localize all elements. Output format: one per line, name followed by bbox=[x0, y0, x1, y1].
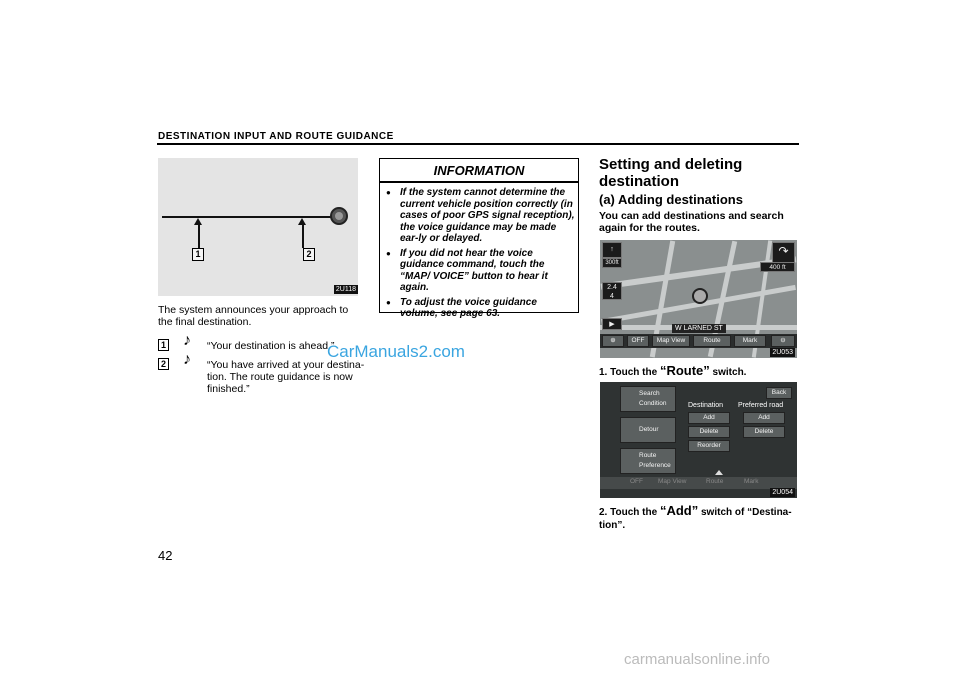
destination-marker-icon bbox=[330, 207, 348, 225]
information-box bbox=[379, 158, 579, 319]
voice-message-1: “Your destination is ahead.” bbox=[207, 340, 335, 352]
footer-watermark: carmanualsonline.info bbox=[624, 651, 770, 668]
detour-button[interactable]: Detour bbox=[620, 417, 676, 443]
dimmed-map-view: Map View bbox=[658, 478, 687, 485]
route-menu-screen bbox=[600, 382, 797, 498]
figure-label-1: 1 bbox=[192, 248, 204, 261]
item-number-2: 2 bbox=[158, 358, 169, 370]
screen2-code: 2U054 bbox=[772, 489, 793, 496]
voice-button[interactable]: ▶ bbox=[602, 318, 622, 330]
step2-suffix: switch of “Destina- bbox=[698, 507, 792, 518]
arrow-1 bbox=[198, 222, 200, 248]
zoom-out-icon[interactable]: ⊖ bbox=[771, 335, 795, 347]
approach-diagram bbox=[158, 158, 358, 296]
distance-readout bbox=[602, 282, 622, 300]
subheading: (a) Adding destinations bbox=[599, 192, 743, 207]
mark-button[interactable]: Mark bbox=[734, 335, 766, 347]
road-add-button[interactable]: Add bbox=[743, 412, 785, 424]
route-line bbox=[162, 216, 334, 218]
voice-message-2-line3: finished.” bbox=[207, 383, 250, 395]
dimmed-route: Route bbox=[706, 478, 724, 485]
watermark: CarManuals2.com bbox=[327, 342, 465, 361]
adding-intro: You can add destinations and search again for the routes. bbox=[599, 210, 784, 234]
figure-code: 2U118 bbox=[335, 286, 356, 293]
compass-icon[interactable]: ↑ bbox=[602, 242, 622, 258]
information-bullet: ● To adjust the voice guidance volume, see page 63. bbox=[386, 297, 576, 320]
item-number-1: 1 bbox=[158, 339, 169, 351]
step2-prefix: 2. Touch the bbox=[599, 507, 660, 518]
figure-label-2: 2 bbox=[303, 248, 315, 261]
preferred-road-header: Preferred road bbox=[738, 402, 784, 409]
voice-note-icon: ♪ bbox=[183, 351, 191, 368]
voice-message-2-line1: “You have arrived at your destina- bbox=[207, 359, 365, 371]
voice-note-icon: ♪ bbox=[183, 332, 191, 349]
step1-switch: “Route” bbox=[659, 363, 710, 378]
destination-delete-button[interactable]: Delete bbox=[688, 426, 730, 438]
route-preference-line1: Route bbox=[639, 452, 657, 459]
screen1-code: 2U053 bbox=[772, 349, 793, 356]
section-heading-line1: Setting and deleting bbox=[599, 156, 743, 173]
turn-arrow-icon: ↷ bbox=[772, 242, 795, 270]
turn-distance: 400 ft bbox=[760, 262, 795, 272]
step2-line2: tion”. bbox=[599, 520, 626, 531]
information-title: INFORMATION bbox=[433, 163, 525, 178]
step-2 bbox=[599, 504, 799, 532]
step1-prefix: 1. Touch the bbox=[599, 367, 660, 378]
intro-text: The system announces your approach to the final destination. bbox=[158, 304, 349, 328]
distance-top: 2.4 bbox=[607, 284, 617, 291]
step2-switch: “Add” bbox=[659, 503, 699, 518]
information-list bbox=[386, 187, 576, 323]
arrow-2 bbox=[302, 222, 304, 248]
map-view-button[interactable]: Map View bbox=[652, 335, 690, 347]
dimmed-off: OFF bbox=[630, 478, 643, 485]
information-divider bbox=[380, 181, 578, 183]
map-screen bbox=[600, 240, 797, 358]
step-1 bbox=[599, 363, 746, 378]
collapse-arrow-icon[interactable] bbox=[715, 470, 723, 475]
destination-add-button[interactable]: Add bbox=[688, 412, 730, 424]
dimmed-mark: Mark bbox=[744, 478, 759, 485]
search-condition-line1: Search bbox=[639, 390, 660, 397]
section-heading-line2: destination bbox=[599, 173, 680, 190]
step1-suffix: switch. bbox=[709, 367, 747, 378]
back-button[interactable]: Back bbox=[766, 387, 792, 399]
arrowhead-2-icon bbox=[298, 218, 306, 225]
road-delete-button[interactable]: Delete bbox=[743, 426, 785, 438]
information-bullet: ● If you did not hear the voice guidance command, touch the “MAP/ VOICE” button to hear it again. bbox=[386, 248, 576, 294]
page-number: 42 bbox=[158, 548, 173, 563]
voice-off-button[interactable]: OFF bbox=[627, 335, 649, 347]
destination-reorder-button[interactable]: Reorder bbox=[688, 440, 730, 452]
route-preference-line2: Preference bbox=[639, 462, 671, 469]
distance-bottom: 4 bbox=[610, 293, 614, 300]
route-button[interactable]: Route bbox=[693, 335, 731, 347]
information-bullet: ● If the system cannot determine the current vehicle position correctly (in cases of poor GPS signal reception), the voice guidance may be made ear-ly or delayed. bbox=[386, 187, 576, 245]
search-condition-line2: Condition bbox=[639, 400, 667, 407]
header-rule bbox=[157, 143, 799, 145]
section-heading bbox=[599, 156, 779, 190]
section-header: DESTINATION INPUT AND ROUTE GUIDANCE bbox=[158, 131, 394, 142]
scale-indicator: 300ft bbox=[602, 258, 622, 268]
arrowhead-1-icon bbox=[194, 218, 202, 225]
search-condition-button[interactable] bbox=[620, 386, 676, 412]
street-name: W LARNED ST bbox=[672, 324, 726, 333]
route-preference-button[interactable] bbox=[620, 448, 676, 474]
vehicle-position-icon bbox=[692, 288, 708, 304]
destination-header: Destination bbox=[688, 402, 724, 409]
voice-message-2-line2: tion. The route guidance is now bbox=[207, 371, 353, 383]
zoom-in-icon[interactable]: ⊕ bbox=[602, 335, 624, 347]
